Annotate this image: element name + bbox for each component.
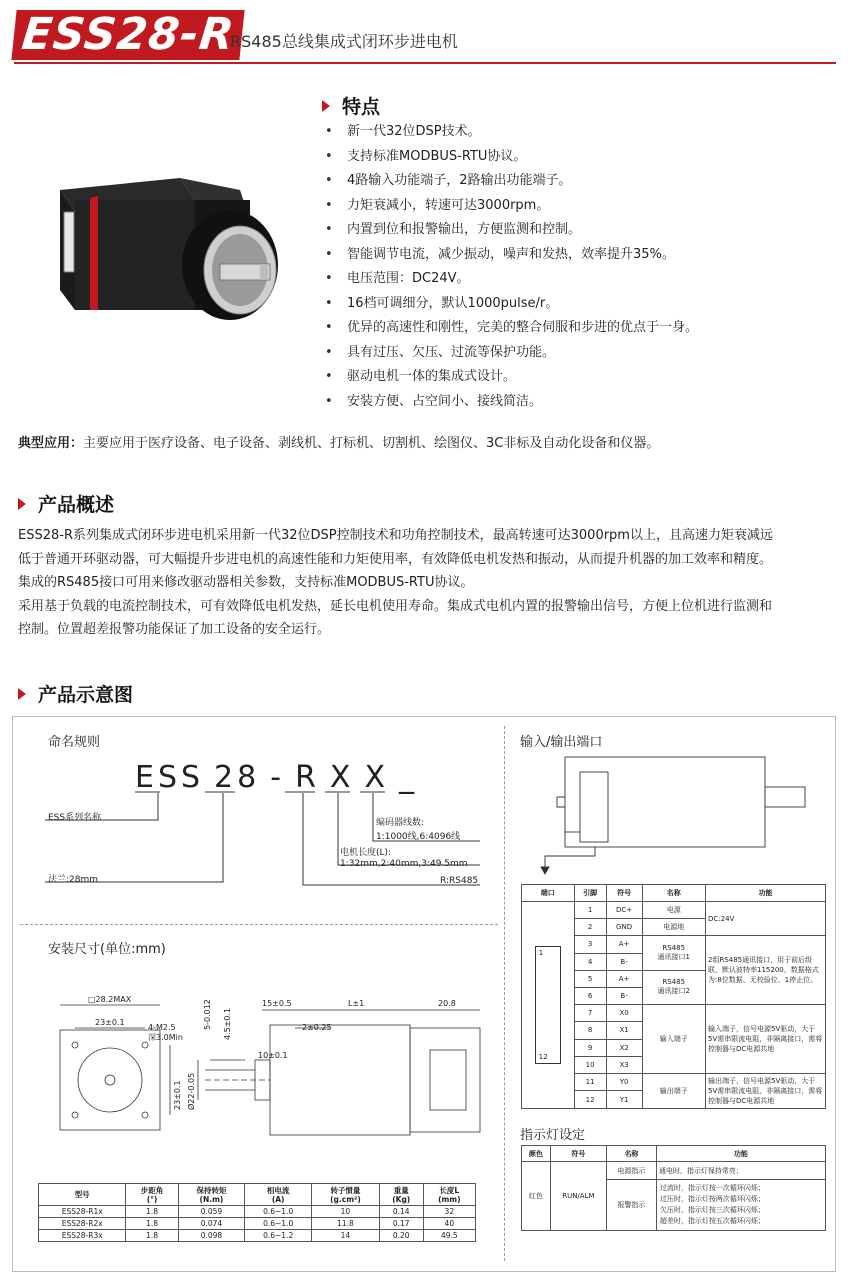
spec-cell: 1.8 xyxy=(126,1230,178,1242)
dim-shaft-flat: 4.5±0.1 xyxy=(223,1007,232,1040)
feature-item: • 智能调节电流，减少振动，噪声和发热，效率提升35%。 xyxy=(325,243,698,268)
io-function: 2组RS485通讯接口，用于前后级联，默认波特率115200，数据格式为:8位数据、无校验位、1停止位。 xyxy=(706,936,826,1005)
io-name: 电源 xyxy=(642,902,706,919)
label-flange: 法兰:28mm xyxy=(48,875,99,885)
io-symbol: DC+ xyxy=(606,902,642,919)
code-flange: 28 xyxy=(214,760,261,795)
spec-header: 型号 xyxy=(39,1184,126,1206)
feature-item: • 力矩衰减小，转速可达3000rpm。 xyxy=(325,194,698,219)
io-function: 输出端子，信号电源5V驱动，大于5V需串限流电阻，非隔离接口，需将控制器与DC电源共地 xyxy=(706,1073,826,1108)
io-symbol: Y1 xyxy=(606,1091,642,1109)
io-name: 输出端子 xyxy=(642,1073,706,1108)
label-length-values: 1:32mm,2:40mm,3:49.5mm xyxy=(340,859,468,869)
dim-shaft-dia: 5-0.012 xyxy=(203,999,212,1030)
io-pin: 11 xyxy=(574,1073,606,1091)
feature-item: • 电压范围：DC24V。 xyxy=(325,267,698,292)
spec-cell: 0.14 xyxy=(379,1206,423,1218)
application-line xyxy=(18,432,659,456)
install-title: 安装尺寸(单位:mm) xyxy=(48,942,166,957)
overview-line: ESS28-R系列集成式闭环步进电机采用新一代32位DSP控制技术和功角控制技术，最高转速可达3000rpm以上，且高速力矩衰减远 xyxy=(18,528,773,543)
feature-item: • 优异的高速性和刚性，完美的整合伺服和步进的优点于一身。 xyxy=(325,316,698,341)
io-function: DC:24V xyxy=(706,902,826,936)
dimension-drawing xyxy=(30,990,500,1170)
naming-title: 命名规则 xyxy=(48,735,101,750)
table-row xyxy=(39,1206,476,1218)
spec-cell: ESS28-R2x xyxy=(39,1218,126,1230)
dim-rear-len: 20.8 xyxy=(438,999,456,1008)
io-symbol: A+ xyxy=(606,936,642,953)
io-function: 输入端子，信号电源5V驱动，大于5V需串限流电阻，非隔离接口，需将控制器与DC电源共地 xyxy=(706,1005,826,1074)
connector-pin-last: 12 xyxy=(538,1052,548,1061)
feature-item: • 驱动电机一体的集成式设计。 xyxy=(325,365,698,390)
io-header: 名称 xyxy=(642,885,706,902)
header-divider xyxy=(14,62,836,64)
dim-thread: 4-M2.5 xyxy=(148,1023,176,1032)
feature-item: • 新一代32位DSP技术。 xyxy=(325,120,698,145)
spec-header: 重量 (Kg) xyxy=(379,1184,423,1206)
overview-heading xyxy=(18,490,114,517)
spec-cell: 0.6~1.2 xyxy=(245,1230,312,1242)
label-length: 电机长度(L): xyxy=(340,848,392,858)
dim-depth: 深3.0Min xyxy=(148,1033,183,1042)
led-power-name: 电源指示 xyxy=(607,1162,657,1180)
io-pin: 9 xyxy=(574,1039,606,1056)
spec-cell: ESS28-R1x xyxy=(39,1206,126,1218)
io-pin: 4 xyxy=(574,953,606,970)
io-connector-drawing xyxy=(525,752,815,882)
dim-square-max: □28.2MAX xyxy=(88,995,132,1004)
led-table xyxy=(521,1145,826,1231)
feature-item: • 安装方便、占空间小、接线简洁。 xyxy=(325,390,698,415)
io-pin: 3 xyxy=(574,936,606,953)
page-subtitle: RS485总线集成式闭环步进电机 xyxy=(230,32,458,51)
spec-cell: 0.074 xyxy=(178,1218,245,1230)
io-header: 引脚 xyxy=(574,885,606,902)
feature-item: • 内置到位和报警输出，方便监测和控制。 xyxy=(325,218,698,243)
label-series: ESS系列名称 xyxy=(48,813,102,823)
dim-flat-len: 10±0.1 xyxy=(258,1051,288,1060)
code-blank: _ xyxy=(399,760,419,795)
io-pin: 5 xyxy=(574,970,606,987)
io-name: RS485 通讯接口2 xyxy=(642,970,706,1004)
io-pin: 8 xyxy=(574,1022,606,1039)
diagram-divider-h xyxy=(20,924,498,925)
led-header: 名称 xyxy=(607,1146,657,1162)
led-symbol: RUN/ALM xyxy=(550,1162,606,1231)
features-list xyxy=(325,120,698,414)
io-name: 电源地 xyxy=(642,919,706,936)
io-header: 端口 xyxy=(522,885,575,902)
led-alarm-func: 超差时，指示灯按五次循环闪烁； xyxy=(659,1217,765,1225)
motor-photo xyxy=(50,160,280,340)
io-pin: 1 xyxy=(574,902,606,919)
diagram-divider-v xyxy=(504,726,505,1261)
io-pin: 10 xyxy=(574,1056,606,1073)
spec-header: 转子惯量 (g.cm²) xyxy=(312,1184,380,1206)
led-alarm-funcs xyxy=(656,1180,825,1231)
spec-header: 相电流 (A) xyxy=(245,1184,312,1206)
led-alarm-func: 过压时，指示灯按两次循环闪烁； xyxy=(659,1195,765,1203)
dim-shaft-len: 15±0.5 xyxy=(262,999,292,1008)
io-symbol: B- xyxy=(606,953,642,970)
code-length: X xyxy=(329,760,355,795)
io-symbol: X3 xyxy=(606,1056,642,1073)
features-title: 特点 xyxy=(342,96,381,118)
table-row xyxy=(39,1218,476,1230)
led-title: 指示灯设定 xyxy=(520,1128,586,1143)
io-title: 输入/输出端口 xyxy=(520,735,603,750)
spec-cell: 0.059 xyxy=(178,1206,245,1218)
table-row xyxy=(522,902,826,919)
application-text: 主要应用于医疗设备、电子设备、剥线机、打标机、切割机、绘图仪、3C非标及自动化设备和仪器。 xyxy=(83,436,660,451)
spec-header: 长度L (mm) xyxy=(423,1184,475,1206)
io-header: 功能 xyxy=(706,885,826,902)
overview-line: 集成的RS485接口可用来修改驱动器相关参数，支持标准MODBUS-RTU协议。 xyxy=(18,575,474,590)
led-header: 功能 xyxy=(656,1146,825,1162)
diagram-heading xyxy=(18,680,133,707)
io-symbol: X0 xyxy=(606,1005,642,1022)
overview-title: 产品概述 xyxy=(38,494,115,516)
led-alarm-func: 过流时，指示灯按一次循环闪烁； xyxy=(659,1184,765,1192)
feature-item: • 16档可调细分，默认1000pulse/r。 xyxy=(325,292,698,317)
spec-cell: 40 xyxy=(423,1218,475,1230)
dim-boss: 2±0.25 xyxy=(302,1023,332,1032)
spec-cell: 49.5 xyxy=(423,1230,475,1242)
overview-line: 控制。位置超差报警功能保证了加工设备的安全运行。 xyxy=(18,622,331,637)
spec-cell: 14 xyxy=(312,1230,380,1242)
io-symbol: B- xyxy=(606,987,642,1004)
diagram-title: 产品示意图 xyxy=(38,684,134,706)
spec-cell: 0.17 xyxy=(379,1218,423,1230)
spec-cell: 1.8 xyxy=(126,1206,178,1218)
feature-item: • 4路输入功能端子，2路输出功能端子。 xyxy=(325,169,698,194)
application-label: 典型应用： xyxy=(18,436,84,451)
io-symbol: Y0 xyxy=(606,1073,642,1091)
led-alarm-func: 欠压时，指示灯按三次循环闪烁； xyxy=(659,1206,765,1214)
io-pin: 7 xyxy=(574,1005,606,1022)
overview-line: 采用基于负载的电流控制技术，可有效降低电机发热，延长电机使用寿命。集成式电机内置的报警输出信号，方便上位机进行监测和 xyxy=(18,598,773,614)
dim-hole-pitch-v: 23±0.1 xyxy=(173,1080,182,1110)
overview-line: 低于普通开环驱动器，可大幅提升步进电机的高速性能和力矩使用率，有效降低电机发热和振动，从而提升机器的加工效率和精度。 xyxy=(18,551,773,567)
features-heading xyxy=(322,92,380,119)
led-color: 红色 xyxy=(522,1162,551,1231)
label-encoder-values: 1:1000线,6:4096线 xyxy=(376,832,461,842)
code-dash: - xyxy=(270,760,286,795)
spec-cell: 0.20 xyxy=(379,1230,423,1242)
code-series: ESS xyxy=(135,760,205,795)
led-header: 颜色 xyxy=(522,1146,551,1162)
io-header: 符号 xyxy=(606,885,642,902)
io-symbol: GND xyxy=(606,919,642,936)
led-header: 符号 xyxy=(550,1146,606,1162)
spec-header: 步距角 (°) xyxy=(126,1184,178,1206)
spec-cell: 32 xyxy=(423,1206,475,1218)
spec-cell: 0.098 xyxy=(178,1230,245,1242)
io-pin: 12 xyxy=(574,1091,606,1109)
code-interface: R xyxy=(295,760,320,795)
dim-body-len: L±1 xyxy=(348,999,365,1008)
section-arrow-icon xyxy=(18,498,26,510)
section-arrow-icon xyxy=(18,688,26,700)
spec-table xyxy=(38,1183,476,1242)
io-pin: 2 xyxy=(574,919,606,936)
dim-hole-pitch: 23±0.1 xyxy=(95,1018,125,1027)
spec-cell: 11.8 xyxy=(312,1218,380,1230)
label-interface: R:RS485 xyxy=(440,876,479,886)
led-alarm-name: 报警指示 xyxy=(607,1180,657,1231)
connector-pin-first: 1 xyxy=(538,948,544,957)
io-pin: 6 xyxy=(574,987,606,1004)
spec-cell: ESS28-R3x xyxy=(39,1230,126,1242)
overview-text xyxy=(18,524,848,642)
spec-cell: 0.6~1.0 xyxy=(245,1206,312,1218)
io-connector-cell xyxy=(522,902,575,1109)
io-symbol: A+ xyxy=(606,970,642,987)
code-encoder: X xyxy=(364,760,390,795)
label-encoder: 编码器线数: xyxy=(376,818,425,828)
io-table xyxy=(521,884,826,1109)
spec-cell: 1.8 xyxy=(126,1218,178,1230)
feature-item: • 支持标准MODBUS-RTU协议。 xyxy=(325,145,698,170)
led-power-func: 通电时，指示灯保持常亮； xyxy=(656,1162,825,1180)
io-name: RS485 通讯接口1 xyxy=(642,936,706,970)
section-arrow-icon xyxy=(322,100,330,112)
spec-cell: 10 xyxy=(312,1206,380,1218)
dim-boss-dia: Ø22-0.05 xyxy=(187,1072,196,1110)
table-row xyxy=(39,1230,476,1242)
io-symbol: X1 xyxy=(606,1022,642,1039)
spec-cell: 0.6~1.0 xyxy=(245,1218,312,1230)
feature-item: • 具有过压、欠压、过流等保护功能。 xyxy=(325,341,698,366)
io-name: 输入端子 xyxy=(642,1005,706,1074)
io-symbol: X2 xyxy=(606,1039,642,1056)
spec-header: 保持转矩 (N.m) xyxy=(178,1184,245,1206)
brand-logo: ESS28-R xyxy=(11,10,245,60)
